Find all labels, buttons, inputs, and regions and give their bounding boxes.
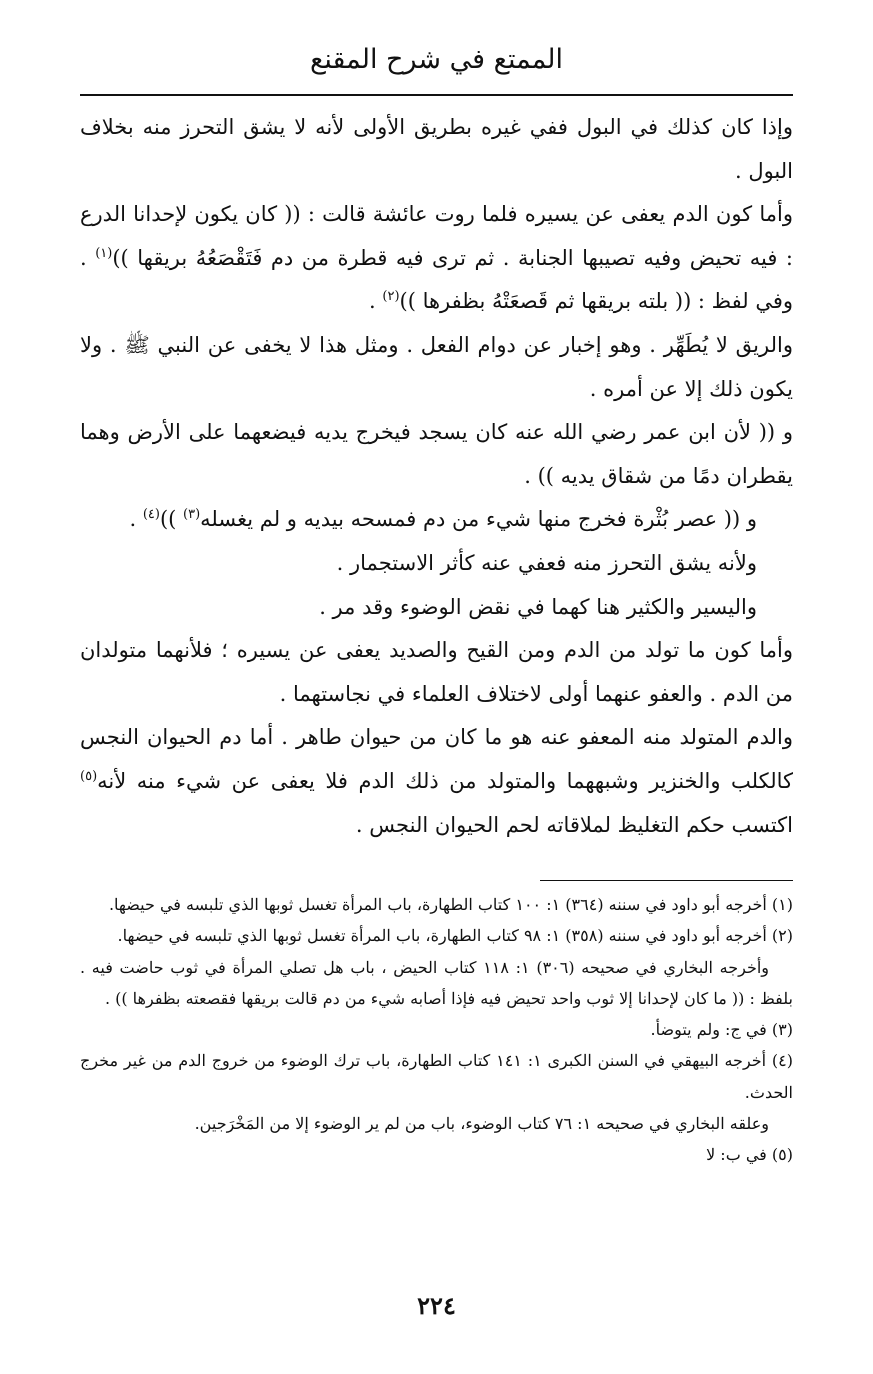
paragraph-6: ولأنه يشق التحرز منه فعفي عنه كأثر الاستجمار . bbox=[336, 550, 757, 575]
paragraph-9: والدم المتولد منه المعفو عنه هو ما كان من حيوان طاهر . أما دم الحيوان النجس كالكلب والخنزير وشبههما والمتولد من ذلك الدم فلا يعفى عن شيء منه لأنه$^{(٥)}$ اكتسب حكم التغليظ لملاقاته لحم الحيوان النجس . bbox=[80, 725, 793, 837]
running-header-title: الممتع في شرح المقنع bbox=[309, 44, 564, 75]
paragraph-8: وأما كون ما تولد من الدم ومن القيح والصديد يعفى عن يسيره ؛ فلأنهما متولدان من الدم . والعفو عنهما أولى لاختلاف العلماء في نجاستهما . bbox=[80, 638, 793, 706]
footnotes bbox=[80, 889, 793, 1171]
paragraph-2: وأما كون الدم يعفى عن يسيره فلما روت عائشة قالت : (( كان يكون لإحدانا الدرع : فيه تحيض وفيه تصيبها الجنابة . ثم ترى فيه قطرة من دم فَتَقْصَعُهُ بريقها ))$^{(١)}$ . وفي لفظ : (( بلته بريقها ثم قَصعَتْهُ بظفرها ))$^{(٢)}$ . bbox=[80, 202, 793, 314]
paragraph-5: و (( عصر بُثْرة فخرج منها شيء من دم فمسحه بيديه و لم يغسله$^{(٣)}$ ))$^{(٤)}$ . bbox=[129, 507, 757, 532]
body-text bbox=[80, 106, 793, 847]
footnote-ref-2: (٢) bbox=[382, 289, 400, 305]
footnote-ref-3: (٣) bbox=[183, 507, 201, 523]
footnote-1: (١) أخرجه أبو داود في سننه (٣٦٤) ١: ١٠٠ كتاب الطهارة، باب المرأة تغسل ثوبها الذي تلبسه في حيضها. bbox=[108, 895, 793, 914]
footnote-ref-1: (١) bbox=[95, 245, 113, 261]
footnote-ref-5: (٥) bbox=[80, 768, 98, 784]
paragraph-7: واليسير والكثير هنا كهما في نقض الوضوء وقد مر . bbox=[319, 594, 757, 619]
paragraph-4: و (( لأن ابن عمر رضي الله عنه كان يسجد فيخرج يديه فيضعهما على الأرض وهما يقطران دمًا من شقاق يديه )) . bbox=[80, 420, 793, 488]
footnote-4-continued: وعلقه البخاري في صحيحه ١: ٧٦ كتاب الوضوء، باب من لم ير الوضوء إلا من المَخْرَجين. bbox=[194, 1114, 769, 1134]
footnote-5: (٥) في ب: لا bbox=[706, 1145, 793, 1165]
header-rule bbox=[80, 94, 793, 96]
page-number: ٢٢٤ bbox=[417, 1291, 456, 1320]
footnote-3: (٣) في ج: ولم يتوضأ. bbox=[650, 1020, 793, 1040]
footnote-2-continued: وأخرجه البخاري في صحيحه (٣٠٦) ١: ١١٨ كتاب الحيض ، باب هل تصلي المرأة في ثوب حاضت فيه . بلفظ : (( ما كان لإحدانا إلا ثوب واحد تحيض فيه فإذا أصابه شيء من دم قالت بريقها فقصعته بظفرها )) . bbox=[80, 957, 793, 1008]
footnote-4: (٤) أخرجه البيهقي في السنن الكبرى ١: ١٤١ كتاب الطهارة، باب ترك الوضوء من خروج الدم من غير مخرج الحدث. bbox=[80, 1051, 794, 1102]
footnote-ref-4: (٤) bbox=[142, 507, 160, 523]
paragraph-3: والريق لا يُطَهِّر . وهو إخبار عن دوام الفعل . ومثل هذا لا يخفى عن النبي ﷺ . ولا يكون ذلك إلا عن أمره . bbox=[80, 332, 793, 401]
footnote-separator bbox=[540, 880, 793, 881]
footnote-2: (٢) أخرجه أبو داود في سننه (٣٥٨) ١: ٩٨ كتاب الطهارة، باب المرأة تغسل ثوبها الذي تلبسه في حيضها. bbox=[117, 926, 793, 946]
paragraph-1: وإذا كان كذلك في البول ففي غيره بطريق الأولى لأنه لا يشق التحرز منه بخلاف البول . bbox=[80, 115, 793, 183]
